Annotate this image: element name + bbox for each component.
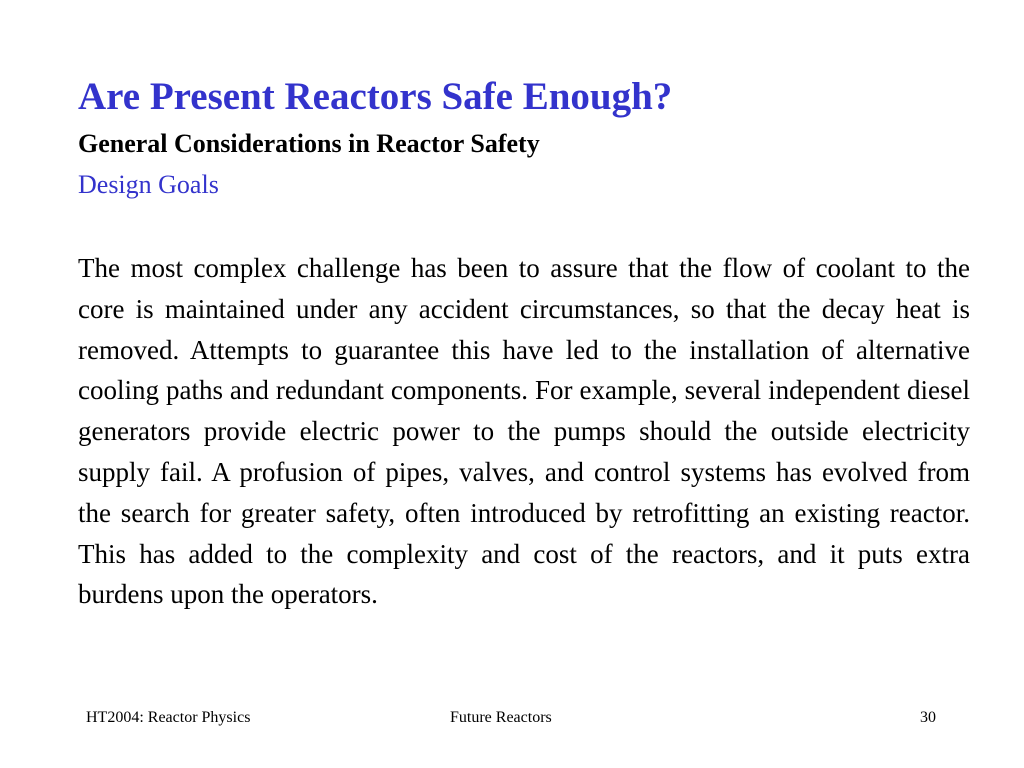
page-number: 30: [920, 709, 936, 726]
section-heading: Design Goals: [78, 170, 219, 199]
slide-subtitle: General Considerations in Reactor Safety: [78, 129, 540, 158]
body-paragraph: The most complex challenge has been to assure that the flow of coolant to the core is maintained under any accident circumstances, so that the decay heat is removed. Attempts to guarantee this have led to the installation of alternative cooling paths and redundant components. For example, several independent diesel generators provide electric power to the pumps should the outside electricity supply fail. A profusion of pipes, valves, and control systems has evolved from the search for greater safety, often introduced by retrofitting an existing reactor. This has added to the complexity and cost of the reactors, and it puts extra burdens upon the operators.: [78, 253, 970, 610]
slide-title: Are Present Reactors Safe Enough?: [78, 75, 673, 118]
footer-topic: Future Reactors: [450, 709, 552, 726]
footer-course: HT2004: Reactor Physics: [86, 709, 251, 726]
